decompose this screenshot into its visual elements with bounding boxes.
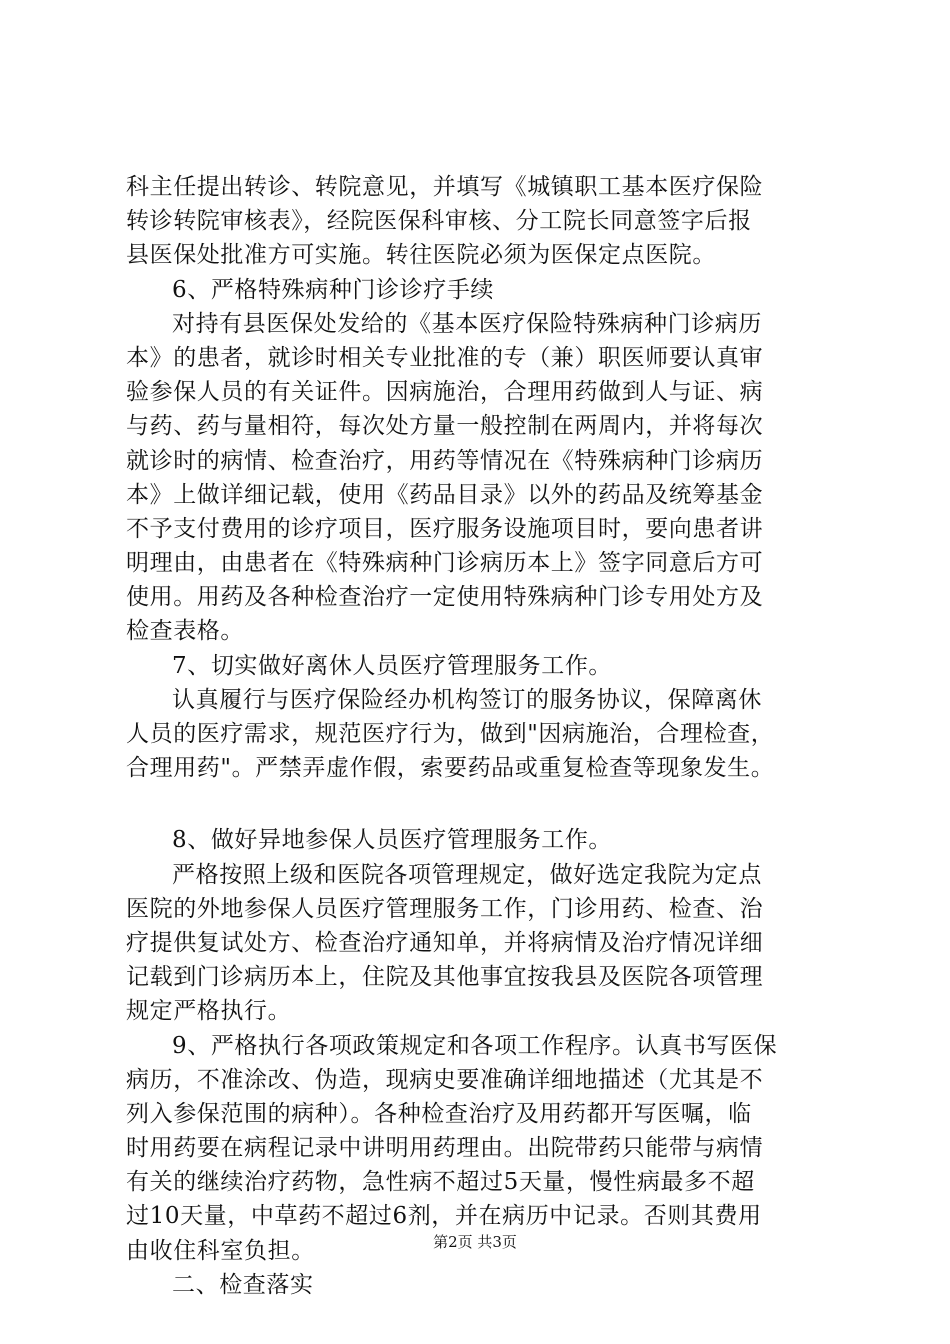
text-line: 医院的外地参保人员医疗管理服务工作，门诊用药、检查、治 (126, 895, 764, 922)
text-line: 检查表格。 (126, 618, 244, 645)
text-line: 认真履行与医疗保险经办机构签订的服务协议，保障离休 (172, 686, 762, 713)
text-line: 疗提供复试处方、检查治疗通知单，并将病情及治疗情况详细 (126, 929, 764, 956)
section-heading-2: 二、检查落实 (172, 1271, 314, 1298)
text-line: 合理用药"。严禁弄虚作假，索要药品或重复检查等现象发生。 (126, 755, 775, 782)
text-line: 明理由，由患者在《特殊病种门诊病历本上》签字同意后方可 (126, 550, 764, 577)
text-line: 规定严格执行。 (126, 998, 292, 1025)
section-heading-6: 6、严格特殊病种门诊诊疗手续 (172, 276, 495, 303)
text-line: 转诊转院审核表》，经院医保科审核、分工院长同意签字后报 (126, 208, 752, 235)
text-line: 有关的继续治疗药物，急性病不超过5天量，慢性病最多不超 (126, 1169, 755, 1196)
text-line: 由收住科室负担。 (126, 1237, 315, 1264)
section-heading-7: 7、切实做好离休人员医疗管理服务工作。 (172, 652, 613, 679)
text-line: 县医保处批准方可实施。转往医院必须为医保定点医院。 (126, 242, 716, 269)
paragraph-gap (126, 785, 836, 823)
text-line: 人员的医疗需求，规范医疗行为，做到"因病施治，合理检查， (126, 721, 775, 747)
text-line: 科主任提出转诊、转院意见，并填写《城镇职工基本医疗保险 (126, 174, 764, 200)
text-line: 就诊时的病情、检查治疗，用药等情况在《特殊病种门诊病历 (126, 447, 764, 474)
section-heading-9: 9、严格执行各项政策规定和各项工作程序。认真书写医保 (172, 1032, 778, 1059)
text-line: 不予支付费用的诊疗项目，医疗服务设施项目时，要向患者讲 (126, 515, 764, 542)
text-line: 记载到门诊病历本上，住院及其他事宜按我县及医院各项管理 (126, 964, 764, 991)
text-line: 过10天量，中草药不超过6剂，并在病历中记录。否则其费用 (126, 1203, 762, 1230)
text-line: 病历，不准涂改、伪造，现病史要准确详细地描述（尤其是不 (126, 1066, 764, 1093)
text-line: 严格按照上级和医院各项管理规定，做好选定我院为定点 (172, 861, 762, 888)
text-line: 验参保人员的有关证件。因病施治，合理用药做到人与证、病 (126, 379, 764, 406)
page-footer: 第2页 共3页 (433, 1233, 517, 1251)
text-line: 本》上做详细记载，使用《药品目录》以外的药品及统筹基金 (126, 481, 764, 508)
text-line: 对持有县医保处发给的《基本医疗保险特殊病种门诊病历 (172, 310, 762, 337)
section-heading-8: 8、做好异地参保人员医疗管理服务工作。 (172, 827, 613, 854)
text-line: 与药、药与量相符，每次处方量一般控制在两周内，并将每次 (126, 413, 764, 440)
text-line: 本》的患者，就诊时相关专业批准的专（兼）职医师要认真审 (126, 344, 764, 371)
text-line: 使用。用药及各种检查治疗一定使用特殊病种门诊专用处方及 (126, 584, 764, 611)
text-line: 时用药要在病程记录中讲明用药理由。出院带药只能带与病情 (126, 1135, 764, 1162)
text-line: 列入参保范围的病种）。各种检查治疗及用药都开写医嘱，临 (126, 1100, 752, 1127)
document-body (126, 170, 836, 1302)
